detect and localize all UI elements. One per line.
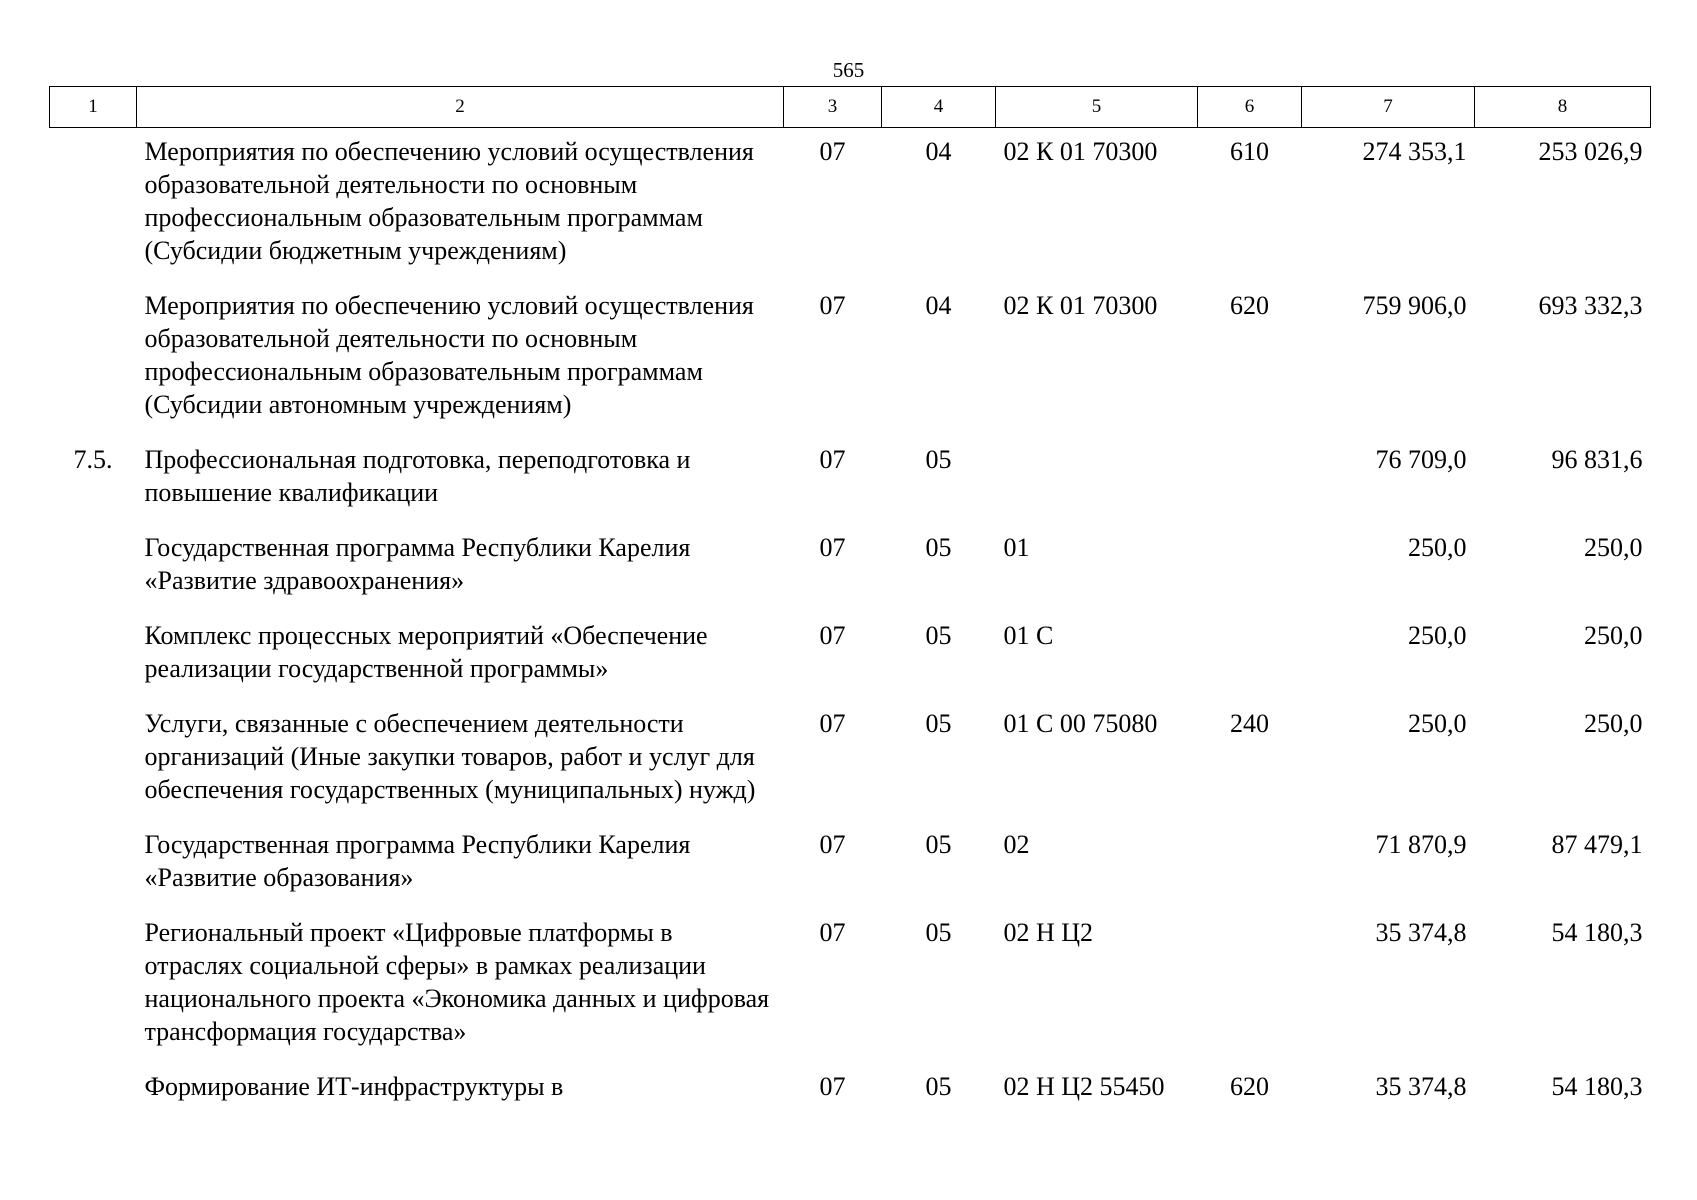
row-name: Региональный проект «Цифровые платформы в отраслях социальной сферы» в рамках реализации национального проекта «Экономика данных и цифровая трансформация государства» <box>144 918 770 1046</box>
row-amount-2: 87 479,1 <box>1551 830 1643 859</box>
row-section: 07 <box>819 137 846 166</box>
row-amount-1: 71 870,9 <box>1375 830 1467 859</box>
row-name: Услуги, связанные с обеспечением деятельности организаций (Иные закупки товаров, работ и услуг для обеспечения государственных (муниципальных) нужд) <box>144 709 756 804</box>
row-amount-1: 274 353,1 <box>1362 137 1467 166</box>
table-row <box>50 128 1651 283</box>
table-header-row <box>50 87 1651 128</box>
row-target-article: 02 Н Ц2 <box>1003 918 1094 947</box>
row-amount-2: 250,0 <box>1584 621 1643 650</box>
row-amount-1: 35 374,8 <box>1375 1072 1467 1101</box>
row-name: Комплекс процессных мероприятий «Обеспечение реализации государственной программы» <box>144 621 708 683</box>
row-amount-1: 250,0 <box>1408 709 1467 738</box>
budget-table <box>49 86 1651 1118</box>
row-subsection: 05 <box>925 1072 952 1101</box>
row-expense-type <box>1198 909 1302 1063</box>
table-row <box>50 700 1651 821</box>
row-expense-type <box>1198 436 1302 524</box>
header-col-1: 1 <box>50 87 137 128</box>
row-amount-2: 96 831,6 <box>1551 445 1643 474</box>
header-col-3: 3 <box>784 87 882 128</box>
table-row <box>50 821 1651 909</box>
row-number <box>50 128 137 283</box>
row-name: Мероприятия по обеспечению условий осуществления образовательной деятельности по основным профессиональным образовательным программам (Субсидии бюджетным учреждениям) <box>144 137 754 265</box>
row-subsection: 05 <box>925 830 952 859</box>
header-col-2: 2 <box>137 87 784 128</box>
row-name: Профессиональная подготовка, переподготовка и повышение квалификации <box>144 445 691 507</box>
row-amount-1: 76 709,0 <box>1375 445 1467 474</box>
row-subsection: 04 <box>925 291 952 320</box>
row-target-article: 02 К 01 70300 <box>1003 137 1158 166</box>
row-target-article: 01 С 00 75080 <box>1003 709 1158 738</box>
table-row <box>50 612 1651 700</box>
row-subsection: 05 <box>925 709 952 738</box>
row-section: 07 <box>819 621 846 650</box>
row-number <box>50 821 137 909</box>
row-expense-type <box>1198 821 1302 909</box>
row-amount-2: 253 026,9 <box>1538 137 1643 166</box>
header-col-5: 5 <box>996 87 1198 128</box>
row-section: 07 <box>819 918 846 947</box>
row-expense-type: 610 <box>1230 137 1269 166</box>
row-name: Мероприятия по обеспечению условий осуществления образовательной деятельности по основным профессиональным образовательным программам (Субсидии автономным учреждениям) <box>144 291 754 419</box>
row-number: 7.5. <box>73 445 113 474</box>
row-name: Государственная программа Республики Карелия «Развитие здравоохранения» <box>144 533 691 595</box>
row-target-article: 02 Н Ц2 55450 <box>1003 1072 1165 1101</box>
table-row <box>50 436 1651 524</box>
table-row <box>50 282 1651 436</box>
row-section: 07 <box>819 291 846 320</box>
row-number <box>50 612 137 700</box>
header-col-4: 4 <box>882 87 996 128</box>
row-subsection: 05 <box>925 621 952 650</box>
row-subsection: 04 <box>925 137 952 166</box>
row-subsection: 05 <box>925 445 952 474</box>
row-amount-1: 35 374,8 <box>1375 918 1467 947</box>
row-expense-type <box>1198 524 1302 612</box>
row-amount-1: 250,0 <box>1408 621 1467 650</box>
row-name: Формирование ИТ-инфраструктуры в <box>144 1072 564 1101</box>
table-row <box>50 909 1651 1063</box>
row-amount-2: 54 180,3 <box>1551 918 1643 947</box>
row-target-article: 01 <box>1003 533 1030 562</box>
row-amount-2: 250,0 <box>1584 533 1643 562</box>
row-name: Государственная программа Республики Карелия «Развитие образования» <box>144 830 691 892</box>
header-col-8: 8 <box>1475 87 1651 128</box>
row-number <box>50 909 137 1063</box>
page-number: 565 <box>832 58 865 82</box>
header-col-6: 6 <box>1198 87 1302 128</box>
row-number <box>50 282 137 436</box>
row-section: 07 <box>819 533 846 562</box>
row-amount-2: 54 180,3 <box>1551 1072 1643 1101</box>
row-target-article: 01 С <box>1003 621 1054 650</box>
table-row <box>50 1063 1651 1118</box>
row-amount-2: 250,0 <box>1584 709 1643 738</box>
header-col-7: 7 <box>1302 87 1475 128</box>
row-expense-type: 620 <box>1230 1072 1269 1101</box>
row-subsection: 05 <box>925 533 952 562</box>
row-section: 07 <box>819 830 846 859</box>
row-section: 07 <box>819 1072 846 1101</box>
row-expense-type: 620 <box>1230 291 1269 320</box>
row-target-article <box>996 436 1198 524</box>
row-expense-type <box>1198 612 1302 700</box>
row-amount-1: 759 906,0 <box>1362 291 1467 320</box>
table-row <box>50 524 1651 612</box>
row-number <box>50 700 137 821</box>
row-section: 07 <box>819 445 846 474</box>
row-target-article: 02 <box>1003 830 1030 859</box>
row-target-article: 02 К 01 70300 <box>1003 291 1158 320</box>
row-number <box>50 1063 137 1118</box>
row-section: 07 <box>819 709 846 738</box>
row-subsection: 05 <box>925 918 952 947</box>
row-amount-1: 250,0 <box>1408 533 1467 562</box>
row-expense-type: 240 <box>1230 709 1269 738</box>
row-amount-2: 693 332,3 <box>1538 291 1643 320</box>
row-number <box>50 524 137 612</box>
